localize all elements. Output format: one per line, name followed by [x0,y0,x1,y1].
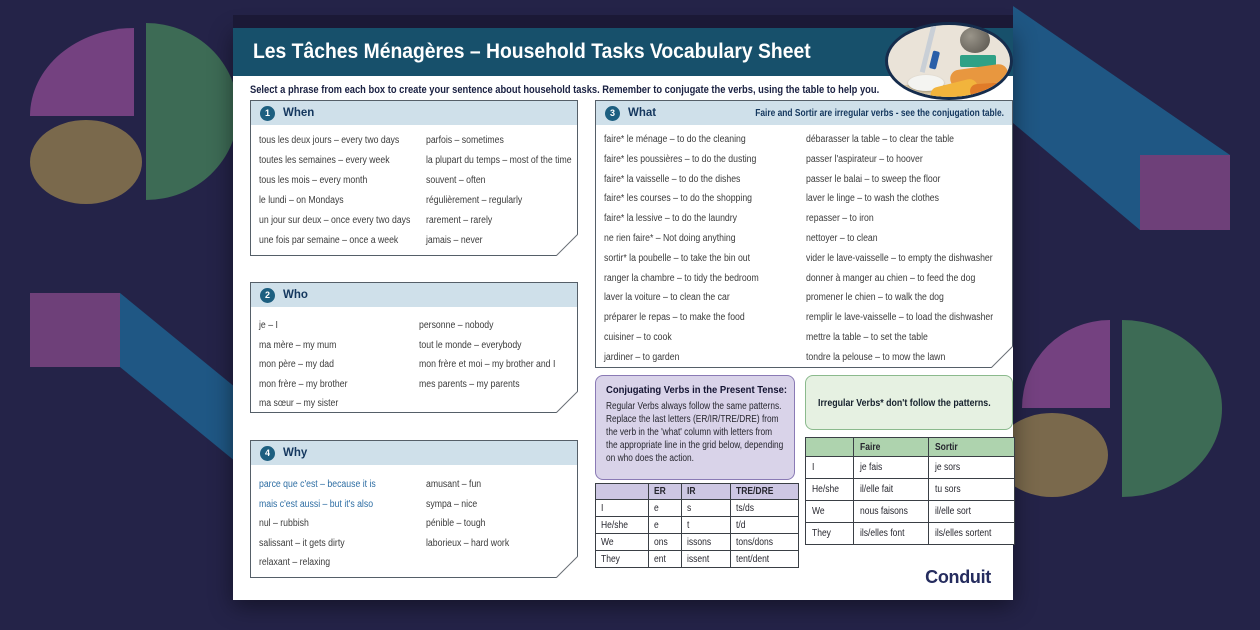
vocab-box-what [595,100,1013,368]
table-header-cell: Faire [854,438,929,457]
vocab-entry: une fois par semaine – once a week [259,235,399,246]
mop-grip-icon [929,50,940,69]
vocab-entry: souvent – often [426,175,486,186]
box-when-header [251,101,577,125]
vocab-entry: préparer le repas – to make the food [604,312,745,324]
table-cell: issent [682,551,731,568]
who-column-2 [419,316,576,394]
vocab-entry: tous les deux jours – every two days [259,135,400,146]
vocab-entry: nettoyer – to clean [806,232,878,244]
table-cell: issons [682,534,731,551]
when-column-2 [426,131,593,251]
vocab-entry: relaxant – relaxing [259,557,331,568]
what-column-1 [604,130,782,368]
vocab-entry: ma sœur – my sister [259,398,339,409]
table-row [806,457,1015,479]
vocab-box-when [250,100,578,256]
vocab-entry: donner à manger au chien – to feed the dog [806,272,976,284]
box-why-label: Why [283,447,308,459]
vocab-entry: ranger la chambre – to tidy the bedroom [604,272,759,284]
decor-half-circle-top-left [146,23,238,200]
table-cell: t/d [731,517,799,534]
vocab-entry: toutes les semaines – every week [259,155,390,166]
table-cell: s [682,500,731,517]
folded-corner-icon [556,391,578,413]
vocab-entry: cuisiner – to cook [604,331,672,343]
vocab-entry: mais c'est aussi – but it's also [259,498,374,510]
vocab-entry: tout le monde – everybody [419,339,522,351]
vocab-entry: parfois – sometimes [426,135,504,146]
vocab-entry: mettre la table – to set the table [806,331,928,343]
table-header-cell: TRE/DRE [731,484,799,500]
table-cell: They [596,551,649,568]
table-cell: je sors [929,457,1015,479]
table-cell: ons [648,534,682,551]
vocab-entry: repasser – to iron [806,213,874,225]
table-cell: e [648,517,682,534]
decor-square-right [1140,155,1230,230]
decor-square-left [30,293,120,367]
sheet-instructions: Select a phrase from each box to create your sentence about household tasks. Remember to conjugate the verbs, using the table to help you. [250,84,880,96]
vocab-entry: nul – rubbish [259,518,309,529]
what-column-2 [806,130,1021,368]
table-cell: il/elle fait [854,479,929,501]
box-who-label: Who [283,289,308,301]
table-cell: We [596,534,649,551]
conjugating-verbs-title: Conjugating Verbs in the Present Tense: [606,384,787,396]
folded-corner-icon [556,556,578,578]
table-cell: tu sors [929,479,1015,501]
when-column-1 [259,131,433,251]
vocab-entry: je – I [259,320,278,331]
box-what-label: What [628,107,657,119]
vocab-entry: sympa – nice [426,498,478,510]
vocab-box-why [250,440,578,578]
conduit-logo: Conduit [925,567,991,587]
table-cell: They [806,523,854,545]
table-row [596,517,799,534]
table-cell: ent [648,551,682,568]
conjugating-verbs-body: Regular Verbs always follow the same patterns. Replace the last letters (ER/IR/TRE/DRE) from the verb in the 'what' column with letters from the appropriate line in the grid below, depending on who does the action. [606,401,784,464]
table-cell: We [806,501,854,523]
vocab-entry: mes parents – my parents [419,378,520,390]
box-what-header [596,101,1012,125]
vocab-entry: laver le linge – to wash the clothes [806,193,940,205]
table-header-cell: Sortir [929,438,1015,457]
vocab-entry: laver la voiture – to clean the car [604,292,730,304]
vocab-entry: passer le balai – to sweep the floor [806,173,941,185]
vocab-entry: un jour sur deux – once every two days [259,215,411,226]
table-cell: tent/dent [731,551,799,568]
vocab-entry: vider le lave-vaisselle – to empty the dishwasher [806,252,993,264]
box-why-header [251,441,577,465]
vocab-entry: amusant – fun [426,479,482,490]
vocab-entry: tondre la pelouse – to mow the lawn [806,351,946,363]
table-cell: tons/dons [731,534,799,551]
vocab-entry: jardiner – to garden [604,351,680,363]
box-number-badge: 1 [260,106,275,121]
table-row [806,523,1015,545]
vocab-entry: personne – nobody [419,320,494,331]
vocab-box-who [250,282,578,413]
why-column-2 [426,475,522,553]
regular-endings-table [595,483,799,568]
table-cell: He/she [806,479,854,501]
vocab-entry: faire* les poussières – to do the dusting [604,153,757,165]
cleaning-supplies-photo [885,22,1013,100]
dark-orange-towel-icon [970,81,1013,98]
vocab-entry: remplir le lave-vaisselle – to load the dishwasher [806,312,994,324]
table-cell: t [682,517,731,534]
steel-wool-icon [960,27,990,53]
vocab-entry: passer l'aspirateur – to hoover [806,153,923,165]
table-header-cell: IR [682,484,731,500]
conjugating-verbs-panel [595,375,795,480]
irregular-verbs-panel [805,375,1013,430]
vocab-entry: pénible – tough [426,518,486,529]
table-cell: ils/elles font [854,523,929,545]
decor-ellipse-top-left [30,120,142,204]
box-when-label: When [283,107,315,119]
table-header-cell: ER [648,484,682,500]
table-cell: il/elle sort [929,501,1015,523]
vocab-entry: rarement – rarely [426,215,493,226]
table-cell: e [648,500,682,517]
vocab-entry: la plupart du temps – most of the time [426,155,572,166]
table-cell: I [596,500,649,517]
vocab-entry: jamais – never [426,235,483,246]
table-row [596,551,799,568]
table-cell: ils/elles sortent [929,523,1015,545]
vocab-entry: mon frère – my brother [259,378,348,390]
table-header-cell [596,484,649,500]
table-header-row [596,484,799,500]
table-row [596,534,799,551]
table-header-cell [806,438,854,457]
table-cell: nous faisons [854,501,929,523]
vocab-entry: ne rien faire* – Not doing anything [604,232,736,244]
table-row [806,501,1015,523]
decor-quarter-circle-bottom-right [1022,320,1110,408]
table-cell: He/she [596,517,649,534]
table-row [596,500,799,517]
folded-corner-icon [991,346,1013,368]
vocab-entry: le lundi – on Mondays [259,195,344,206]
vocab-entry: faire* la vaisselle – to do the dishes [604,173,741,185]
vocabulary-sheet [233,28,1013,600]
folded-corner-icon [556,234,578,256]
why-column-1 [259,475,393,573]
table-cell: je fais [854,457,929,479]
vocab-entry: laborieux – hard work [426,537,510,549]
vocab-entry: faire* les courses – to do the shopping [604,193,752,205]
vocab-entry: faire* la lessive – to do the laundry [604,213,738,225]
vocab-entry: régulièrement – regularly [426,195,523,206]
box-who-header [251,283,577,307]
vocab-entry: parce que c'est – because it is [259,479,376,490]
vocab-entry: faire* le ménage – to do the cleaning [604,134,746,145]
table-row [806,479,1015,501]
decor-quarter-circle-top-left [30,28,134,116]
irregular-verbs-text: Irregular Verbs* don't follow the patterns. [818,396,991,409]
decor-half-circle-bottom-right [1122,320,1222,497]
vocab-entry: promener le chien – to walk the dog [806,292,944,304]
box-number-badge: 4 [260,446,275,461]
vocab-entry: mon frère et moi – my brother and I [419,359,556,370]
vocab-entry: sortir* la poubelle – to take the bin out [604,252,751,264]
box-number-badge: 3 [605,106,620,121]
vocab-entry: ma mère – my mum [259,339,337,351]
vocab-entry: mon père – my dad [259,359,334,370]
box-number-badge: 2 [260,288,275,303]
page-title: Les Tâches Ménagères – Household Tasks Vocabulary Sheet [253,40,811,63]
vocab-entry: tous les mois – every month [259,175,368,186]
table-cell: ts/ds [731,500,799,517]
vocab-entry: débarasser la table – to clear the table [806,134,954,145]
table-cell: I [806,457,854,479]
vocab-entry: salissant – it gets dirty [259,537,345,549]
table-header-row [806,438,1015,457]
irregular-verbs-note: Faire and Sortir are irregular verbs - see the conjugation table. [755,107,1004,119]
who-column-1 [259,316,361,414]
irregular-conjugation-table [805,437,1015,545]
